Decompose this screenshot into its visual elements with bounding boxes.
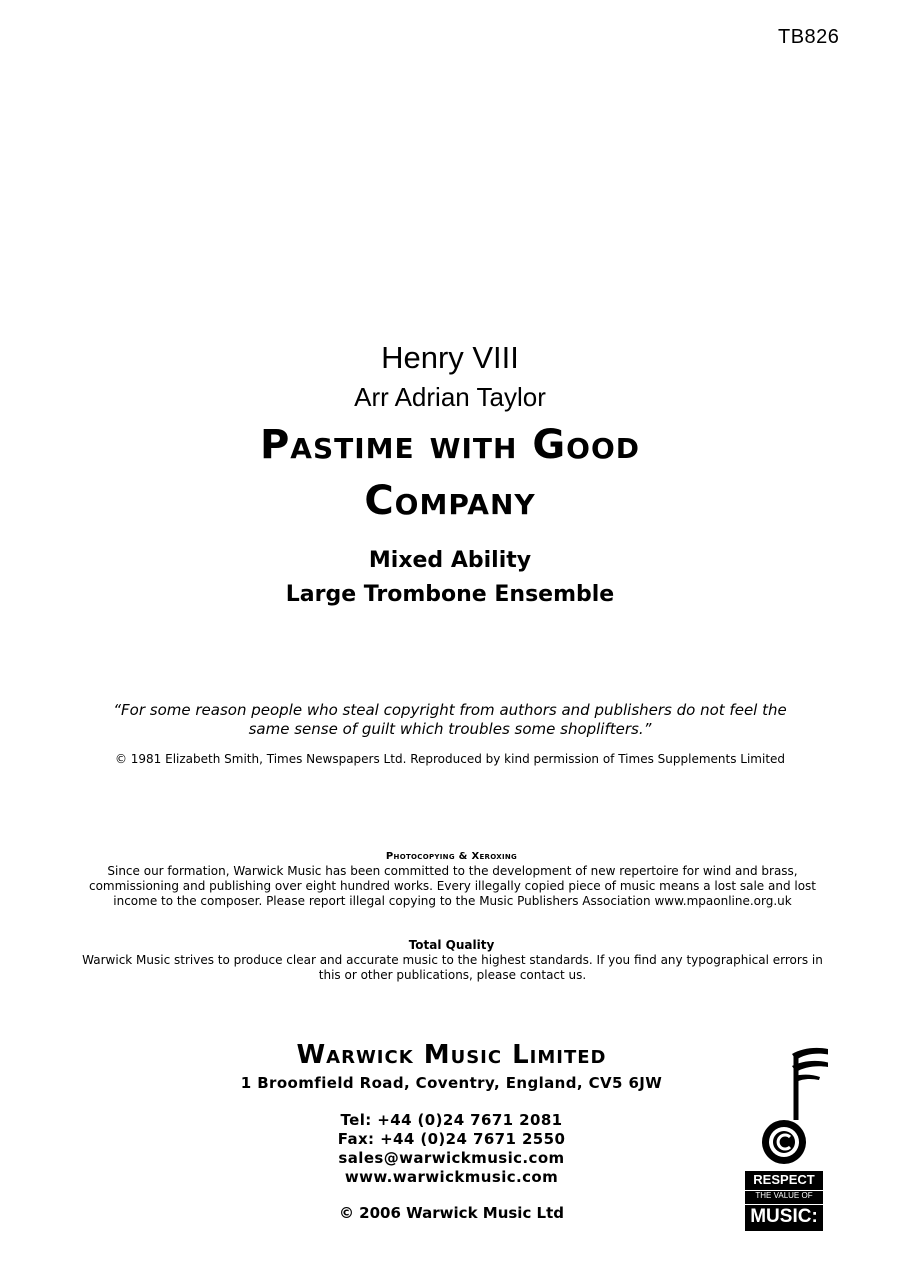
respect-music-logo [740, 1044, 828, 1234]
publisher-telephone: Tel: +44 (0)24 7671 2081 [340, 1111, 563, 1129]
title-line-1: Pastime with Good [259, 422, 641, 468]
photocopying-notice: Since our formation, Warwick Music has been committed to the development of new repertoire for wind and brass, commissioning and publishing over eight hundred works. Every illegally copied piece of music means a lost sale and lost income to the composer. Please report illegal copying to the Music Publishers Association www.mpaonline.org.uk [88, 864, 817, 908]
catalog-number: TB826 [778, 26, 840, 48]
publisher-website: www.warwickmusic.com [344, 1168, 559, 1186]
quality-heading: Total Quality [408, 938, 495, 952]
quote-credit: © 1981 Elizabeth Smith, Times Newspapers Ltd. Reproduced by kind permission of Times Supplements Limited [114, 752, 786, 766]
title-line-2: Company [364, 478, 536, 524]
ability-level: Mixed Ability [368, 548, 532, 573]
quality-notice: Warwick Music strives to produce clear and accurate music to the highest standards. If you find any typographical errors in this or other publications, please contact us. [82, 953, 823, 982]
composer-name: Henry VIII [381, 340, 519, 375]
logo-text-value: THE VALUE OF [745, 1191, 823, 1204]
copyright-quote: “For some reason people who steal copyright from authors and publishers do not feel the same sense of guilt which troubles some shoplifters.” [113, 701, 787, 738]
logo-text-music: MUSIC: [745, 1205, 823, 1231]
music-note-copyright-icon [740, 1044, 828, 1172]
photocopying-heading: Photocopying & Xeroxing [385, 851, 518, 862]
publisher-name: Warwick Music Limited [296, 1040, 607, 1070]
ensemble-type: Large Trombone Ensemble [285, 582, 615, 607]
logo-text-respect: RESPECT [745, 1171, 823, 1190]
publisher-email: sales@warwickmusic.com [338, 1149, 565, 1167]
publisher-address: 1 Broomfield Road, Coventry, England, CV5 6JW [240, 1074, 663, 1092]
publisher-fax: Fax: +44 (0)24 7671 2550 [337, 1130, 566, 1148]
publisher-copyright: © 2006 Warwick Music Ltd [338, 1204, 565, 1222]
arranger-credit: Arr Adrian Taylor [354, 382, 546, 412]
